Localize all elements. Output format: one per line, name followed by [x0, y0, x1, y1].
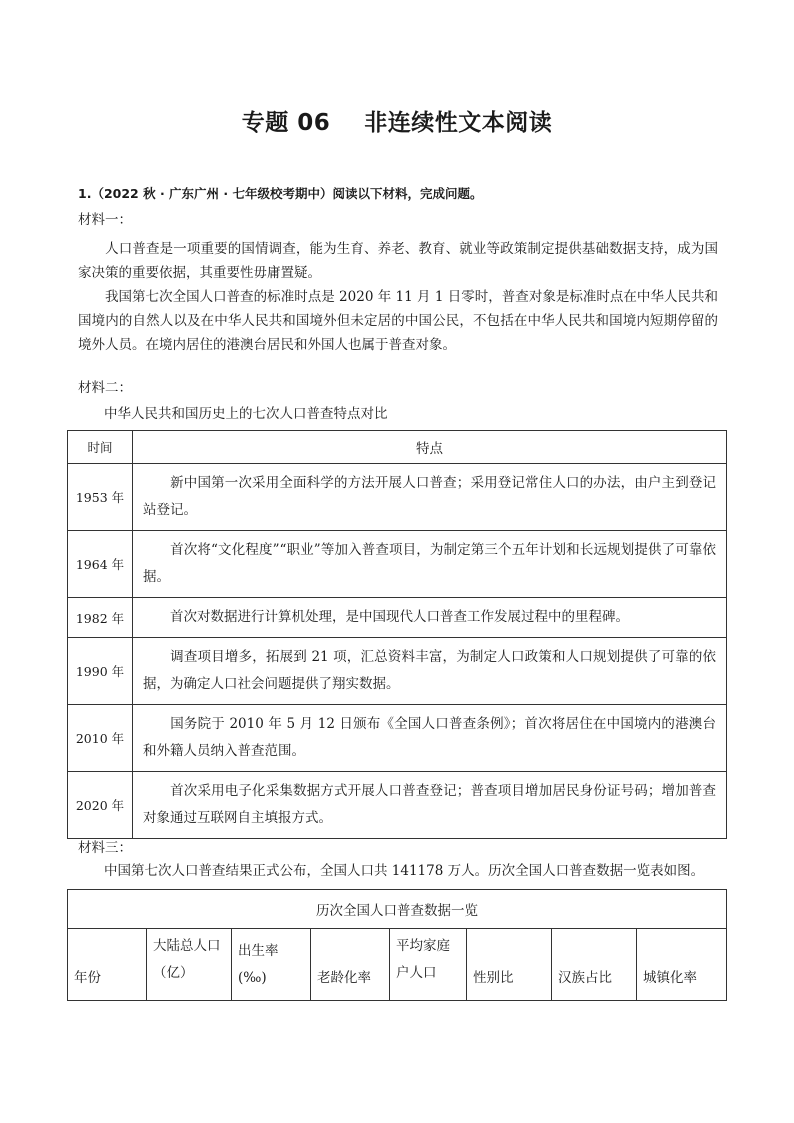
year-cell: 1982 年: [68, 598, 133, 638]
header-population: 大陆总人口（亿）: [147, 929, 232, 1001]
table2-caption: 历次全国人口普查数据一览: [68, 890, 727, 929]
material3-label: 材料三：: [78, 840, 132, 856]
census-data-table: [67, 889, 727, 1001]
year-cell: 1953 年: [68, 464, 133, 531]
census-features-table: [67, 430, 727, 839]
header-year: 年份: [68, 929, 147, 1001]
material1-paragraph-2: 我国第七次全国人口普查的标准时点是 2020 年 11 月 1 日零时，普查对象是标准时点在中华人民共和国境内的自然人以及在中华人民共和国境外但未定居的中国公民，不包括在中华人民共和国境内短期停留的境外人员。在境内居住的港澳台居民和外国人也属于普查对象。: [78, 289, 718, 353]
question-heading: 1.（2022 秋 · 广东广州 · 七年级校考期中）阅读以下材料，完成问题。: [78, 186, 483, 201]
title-topic: 专题 06: [241, 110, 331, 136]
feature-cell: 国务院于 2010 年 5 月 12 日颁布《全国人口普查条例》；首次将居住在中国境内的港澳台和外籍人员纳入普查范围。: [133, 705, 727, 772]
material1-label: 材料一：: [78, 212, 132, 228]
material2-label: 材料二：: [78, 380, 132, 396]
year-cell: 1990 年: [68, 638, 133, 705]
header-household-size: 平均家庭户人口: [390, 929, 467, 1001]
year-cell: 2020 年: [68, 772, 133, 839]
feature-cell: 调查项目增多，拓展到 21 项，汇总资料丰富，为制定人口政策和人口规划提供了可靠的依据，为确定人口社会问题提供了翔实数据。: [133, 638, 727, 705]
table-row: [68, 464, 727, 531]
table-row: [68, 705, 727, 772]
table-header-row: [68, 929, 727, 1001]
feature-cell: 首次将“文化程度”“职业”等加入普查项目，为制定第三个五年计划和长远规划提供了可靠依据。: [133, 531, 727, 598]
page-title: [0, 104, 794, 137]
year-cell: 1964 年: [68, 531, 133, 598]
header-han-ratio: 汉族占比: [552, 929, 637, 1001]
feature-cell: 首次采用电子化采集数据方式开展人口普查登记；普查项目增加居民身份证号码；增加普查对象通过互联网自主填报方式。: [133, 772, 727, 839]
table-row: [68, 598, 727, 638]
header-time: 时间: [68, 431, 133, 464]
header-aging-rate: 老龄化率: [311, 929, 390, 1001]
title-subject: 非连续性文本阅读: [364, 110, 553, 136]
table-row: [68, 772, 727, 839]
feature-cell: 新中国第一次采用全面科学的方法开展人口普查；采用登记常住人口的办法，由户主到登记站登记。: [133, 464, 727, 531]
table-row: [68, 531, 727, 598]
header-birth-rate: 出生率(‰): [232, 929, 311, 1001]
header-sex-ratio: 性别比: [467, 929, 552, 1001]
table-header-row: [68, 431, 727, 464]
feature-cell: 首次对数据进行计算机处理，是中国现代人口普查工作发展过程中的里程碑。: [133, 598, 727, 638]
material3-paragraph: 中国第七次人口普查结果正式公布，全国人口共 141178 万人。历次全国人口普查数据一览表如图。: [104, 863, 705, 879]
table-row: [68, 638, 727, 705]
table1-caption: 中华人民共和国历史上的七次人口普查特点对比: [104, 406, 388, 422]
header-features: 特点: [133, 431, 727, 464]
material1-paragraph-1: 人口普查是一项重要的国情调查，能为生育、养老、教育、就业等政策制定提供基础数据支持，成为国家决策的重要依据，其重要性毋庸置疑。: [78, 241, 718, 281]
header-urbanization: 城镇化率: [637, 929, 727, 1001]
year-cell: 2010 年: [68, 705, 133, 772]
